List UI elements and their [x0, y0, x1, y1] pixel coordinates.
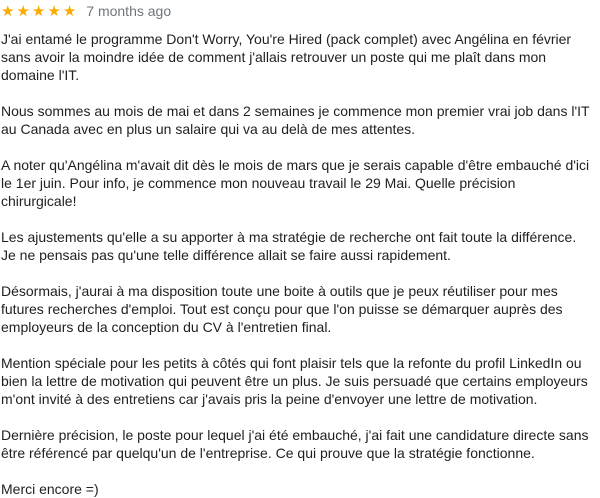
star-rating	[1, 3, 78, 19]
star-icon: ★	[16, 2, 30, 20]
star-icon: ★	[31, 2, 46, 20]
star-icon: ★	[1, 2, 15, 20]
star-icon: ★	[47, 2, 61, 20]
review-body	[1, 30, 594, 498]
star-icon: ★	[62, 2, 77, 20]
review-date: 7 months ago	[86, 3, 172, 19]
review-paragraph: Nous sommes au mois de mai et dans 2 semaines je commence mon premier vrai job dans l'IT au Canada avec en plus un salaire qui va au delà de mes attentes.	[1, 103, 590, 137]
review-paragraph: Mention spéciale pour les petits à côtés qui font plaisir tels que la refonte du profil LinkedIn ou bien la lettre de motivation qui peuvent être un plus. Je suis persuadé que certains employeurs m'ont invité à des entretiens car j'avais pris la peine d'envoyer une lettre de motivation.	[1, 355, 588, 407]
review-paragraph: A noter qu'Angélina m'avait dit dès le mois de mars que je serais capable d'être embauché d'ici le 1er juin. Pour info, je commence mon nouveau travail le 29 Mai. Quelle précision chirurgicale!	[1, 157, 590, 209]
review-paragraph: Dernière précision, le poste pour lequel j'ai été embauché, j'ai fait une candidature directe sans être référencé par quelqu'un de l'entreprise. Ce qui prouve que la stratégie fonctionne.	[1, 427, 589, 461]
review-paragraph: Désormais, j'aurai à ma disposition toute une boite à outils que je peux réutiliser pour mes futures recherches d'emploi. Tout est conçu pour que l'on puisse se démarquer auprès des employeurs de la conception du CV à l'entretien final.	[1, 283, 563, 335]
review-paragraph: Les ajustements qu'elle a su apporter à ma stratégie de recherche ont fait toute la différence. Je ne pensais pas qu'une telle différence allait se faire aussi rapidement.	[1, 229, 577, 263]
review-paragraph: Merci encore =)	[1, 481, 99, 497]
review-header	[1, 2, 594, 20]
review-paragraph: J'ai entamé le programme Don't Worry, You're Hired (pack complet) avec Angélina en février sans avoir la moindre idée de comment j'allais retrouver un poste qui me plaît dans mon domaine l'IT.	[1, 31, 572, 83]
